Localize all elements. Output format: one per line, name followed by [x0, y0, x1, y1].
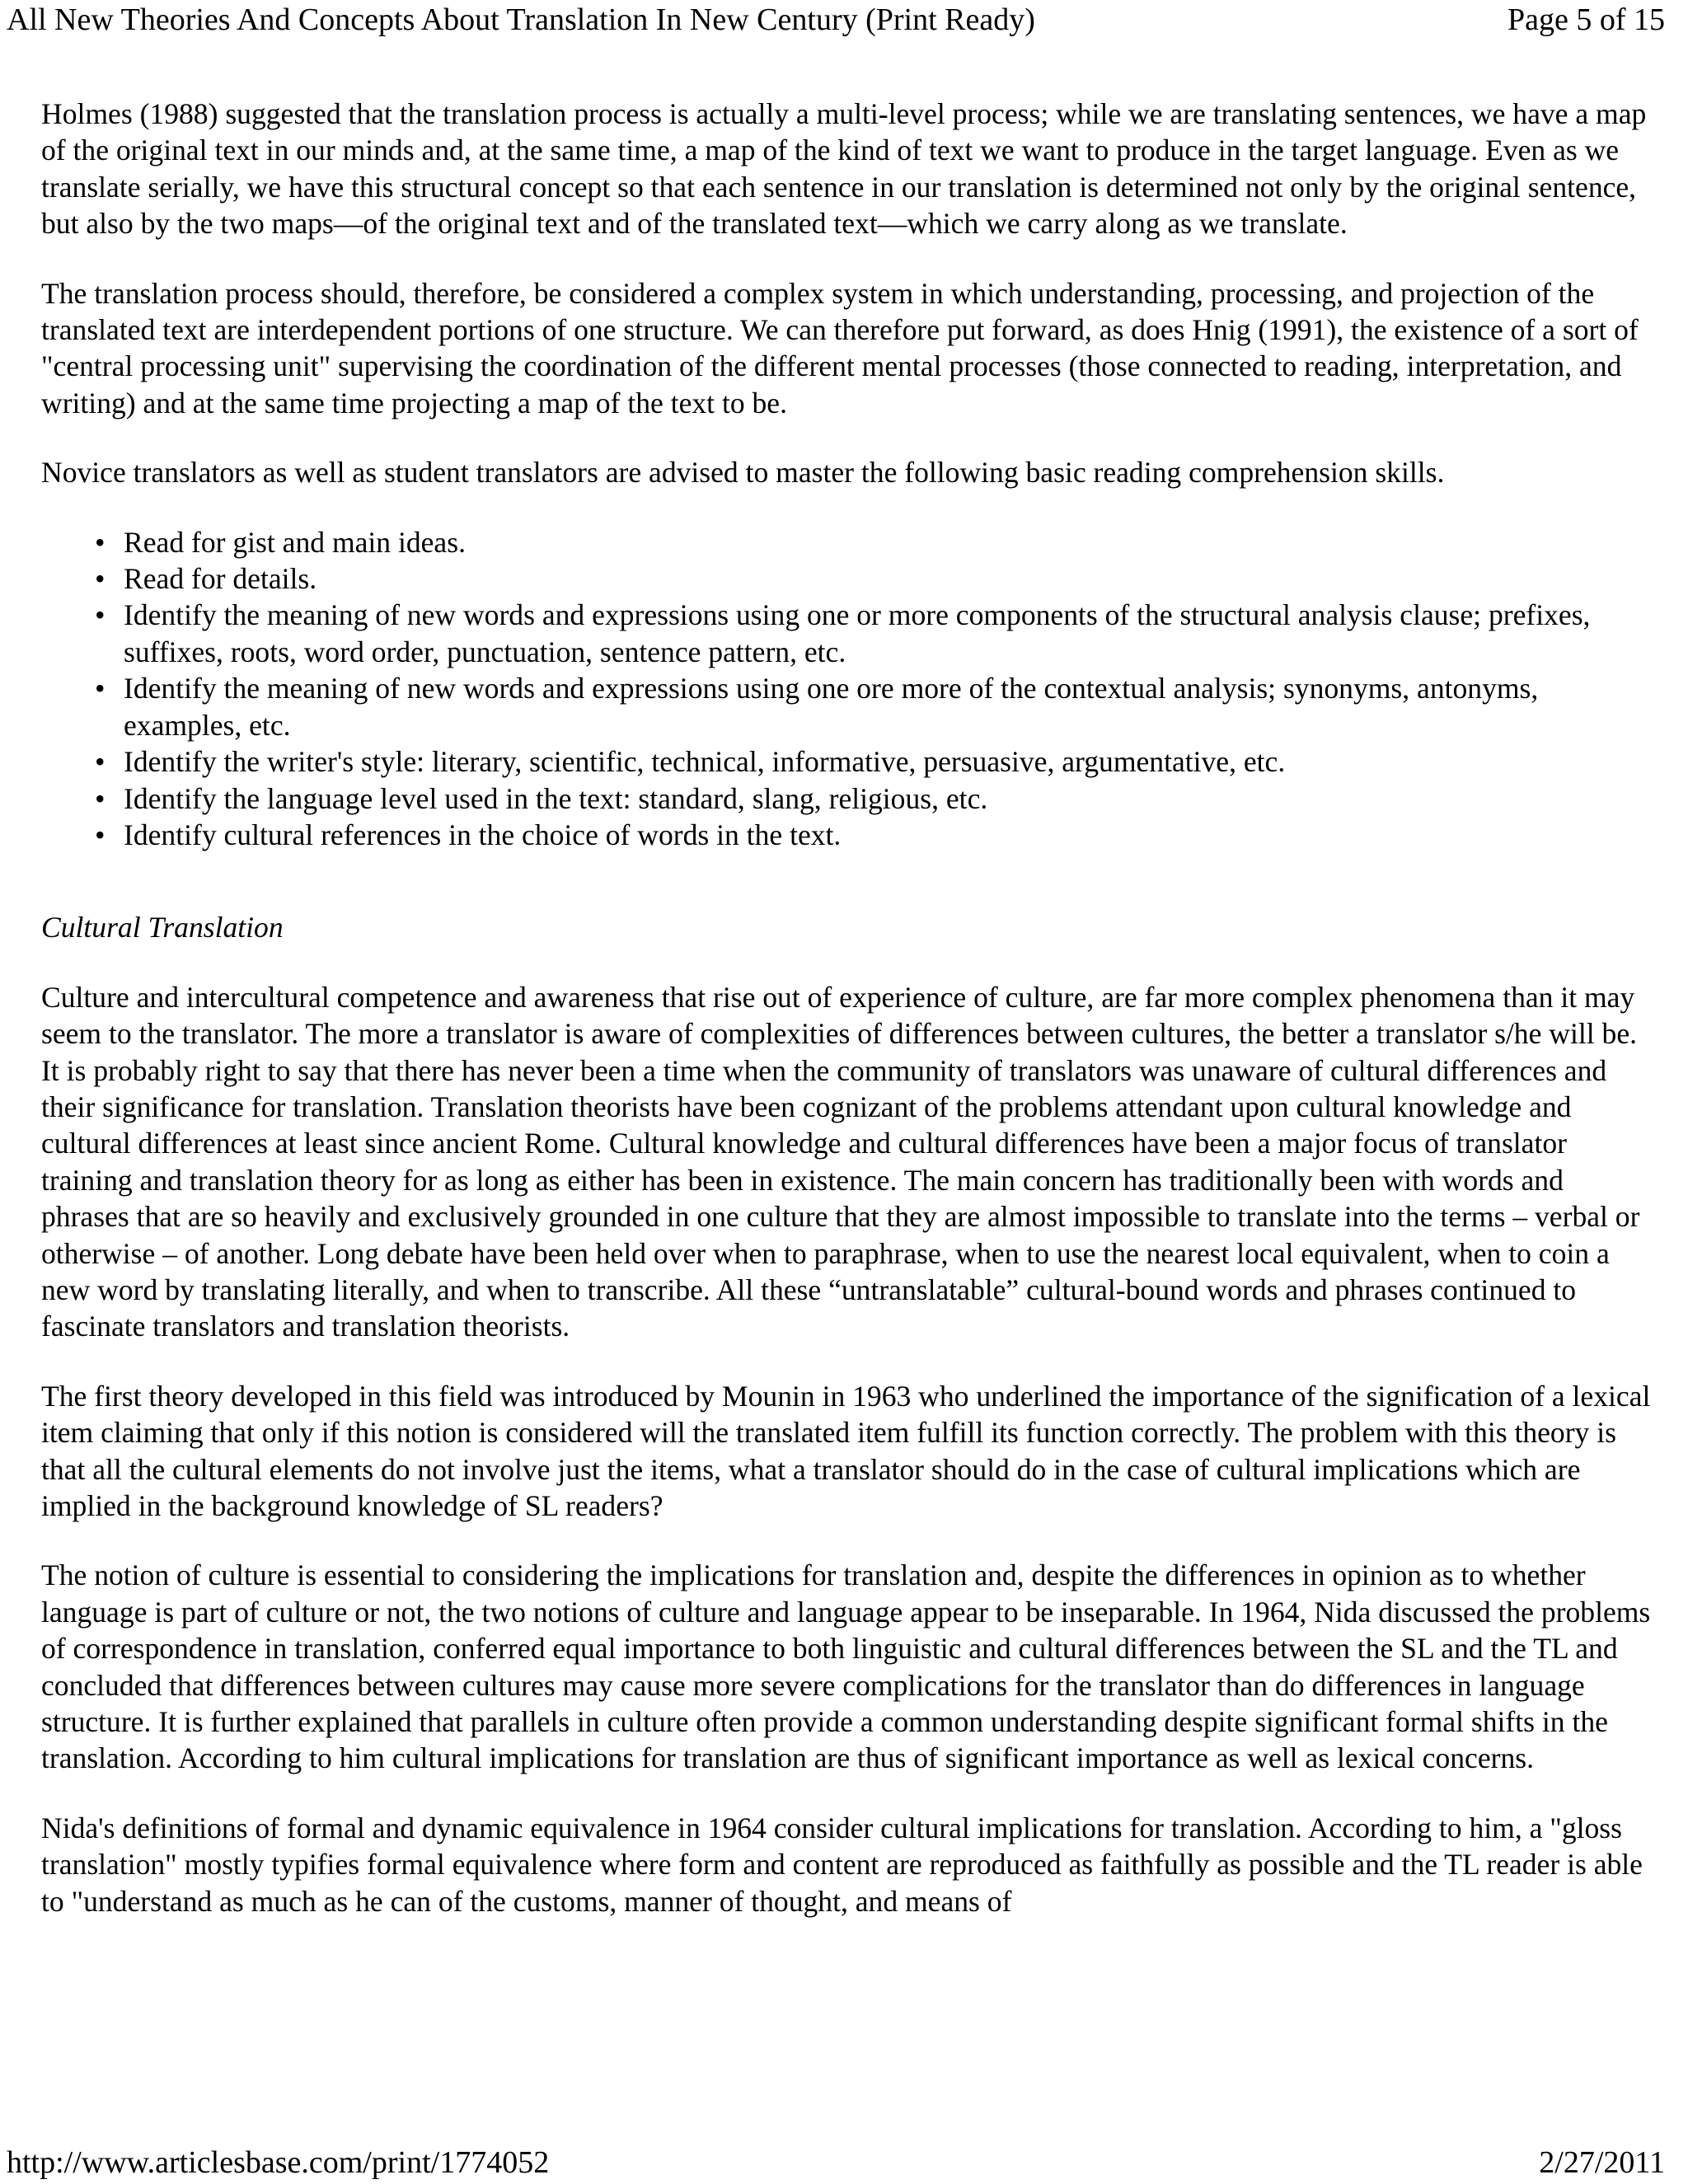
paragraph-nida-correspondence: The notion of culture is essential to considering the implications for translation and, despite the differences in opinion as to whether language is part of culture or not, the two notions of culture and language appear to be inseparable. In 1964, Nida discussed the problems of correspondence in translation, conferred equal importance to both linguistic and cultural differences between the SL and the TL and concluded that differences between cultures may cause more severe complications for the translator than do differences in language structure. It is further explained that parallels in culture often provide a common understanding despite significant formal shifts in the translation. According to him cultural implications for translation are thus of significant importance as well as lexical concerns. [41, 1558, 1651, 1775]
list-item-text: Read for gist and main ideas. [124, 525, 466, 559]
list-item [95, 780, 1657, 817]
bullet-icon: • [95, 598, 106, 632]
bullet-icon: • [95, 525, 106, 559]
paragraph-holmes: Holmes (1988) suggested that the translation process is actually a multi-level process; while we are translating sentences, we have a map of the original text in our minds and, at the same time, a map of the kind of text we want to produce in the target language. Even as we translate serially, we have this structural concept so that each sentence in our translation is determined not only by the original sentence, but also by the two maps—of the original text and of the translated text—which we carry along as we translate. [41, 97, 1647, 241]
bullet-icon: • [95, 745, 106, 779]
bullet-icon: • [95, 818, 106, 851]
list-item [95, 597, 1657, 670]
bullet-icon: • [95, 672, 106, 705]
list-item-text: Identify the meaning of new words and expressions using one ore more of the contextual analysis; synonyms, antonyms, examples, etc. [124, 672, 1539, 742]
list-item-text: Identify cultural references in the choice of words in the text. [124, 818, 842, 851]
list-item [95, 743, 1657, 780]
page-number: Page 5 of 15 [1507, 2, 1665, 37]
section-heading-cultural-translation: Cultural Translation [41, 911, 284, 944]
paragraph-nida-equivalence: Nida's definitions of formal and dynamic equivalence in 1964 consider cultural implications for translation. According to him, a "gloss translation" mostly typifies formal equivalence where form and content are reproduced as faithfully as possible and the TL reader is able to "understand as much as he can of the customs, manner of thought, and means of [41, 1811, 1643, 1918]
list-item-text: Identify the meaning of new words and expressions using one or more components of the structural analysis clause; prefixes, suffixes, roots, word order, punctuation, sentence pattern, etc. [124, 598, 1591, 668]
print-header-title: All New Theories And Concepts About Translation In New Century (Print Ready) [7, 2, 1035, 37]
list-item [95, 817, 1657, 853]
footer-url: http://www.articlesbase.com/print/1774052 [7, 2145, 550, 2180]
list-item-text: Identify the writer's style: literary, scientific, technical, informative, persuasive, argumentative, etc. [124, 745, 1286, 779]
list-item [95, 670, 1657, 743]
paragraph-reading-skills-intro: Novice translators as well as student translators are advised to master the following basic reading comprehension skills. [41, 456, 1445, 490]
paragraph-mounin: The first theory developed in this field was introduced by Mounin in 1963 who underlined the importance of the signification of a lexical item claiming that only if this notion is considered will the translated item fulfill its function correctly. The problem with this theory is that all the cultural elements do not involve just the items, what a translator should do in the case of cultural implications which are implied in the background knowledge of SL readers? [41, 1379, 1651, 1522]
bullet-icon: • [95, 562, 106, 596]
bullet-icon: • [95, 781, 106, 815]
list-item [95, 560, 1657, 597]
footer-date: 2/27/2011 [1539, 2145, 1665, 2180]
skills-list [41, 524, 1657, 854]
list-item [95, 524, 1657, 560]
article-body [41, 96, 1657, 1952]
paragraph-translation-process: The translation process should, therefore, be considered a complex system in which understanding, processing, and projection of the translated text are interdependent portions of one structure. We can therefore put forward, as does Hnig (1991), the existence of a sort of "central processing unit" supervising the coordination of the different mental processes (those connected to reading, interpretation, and writing) and at the same time projecting a map of the text to be. [41, 276, 1639, 419]
list-item-text: Read for details. [124, 562, 317, 596]
list-item-text: Identify the language level used in the text: standard, slang, religious, etc. [124, 781, 988, 815]
paragraph-culture-competence: Culture and intercultural competence and awareness that rise out of experience of culture, are far more complex phenomena than it may seem to the translator. The more a translator is aware of complexities of differences between cultures, the better a translator s/he will be. It is probably right to say that there has never been a time when the community of translators was unaware of cultural differences and their significance for translation. Translation theorists have been cognizant of the problems attendant upon cultural knowledge and cultural differences at least since ancient Rome. Cultural knowledge and cultural differences have been a major focus of translator training and translation theory for as long as either has been in existence. The main concern has traditionally been with words and phrases that are so heavily and exclusively grounded in one culture that they are almost impossible to translate into the terms – verbal or otherwise – of another. Long debate have been held over when to paraphrase, when to use the nearest local equivalent, when to coin a new word by translating literally, and when to transcribe. All these “untranslatable” cultural-bound words and phrases continued to fascinate translators and translation theorists. [41, 980, 1640, 1343]
